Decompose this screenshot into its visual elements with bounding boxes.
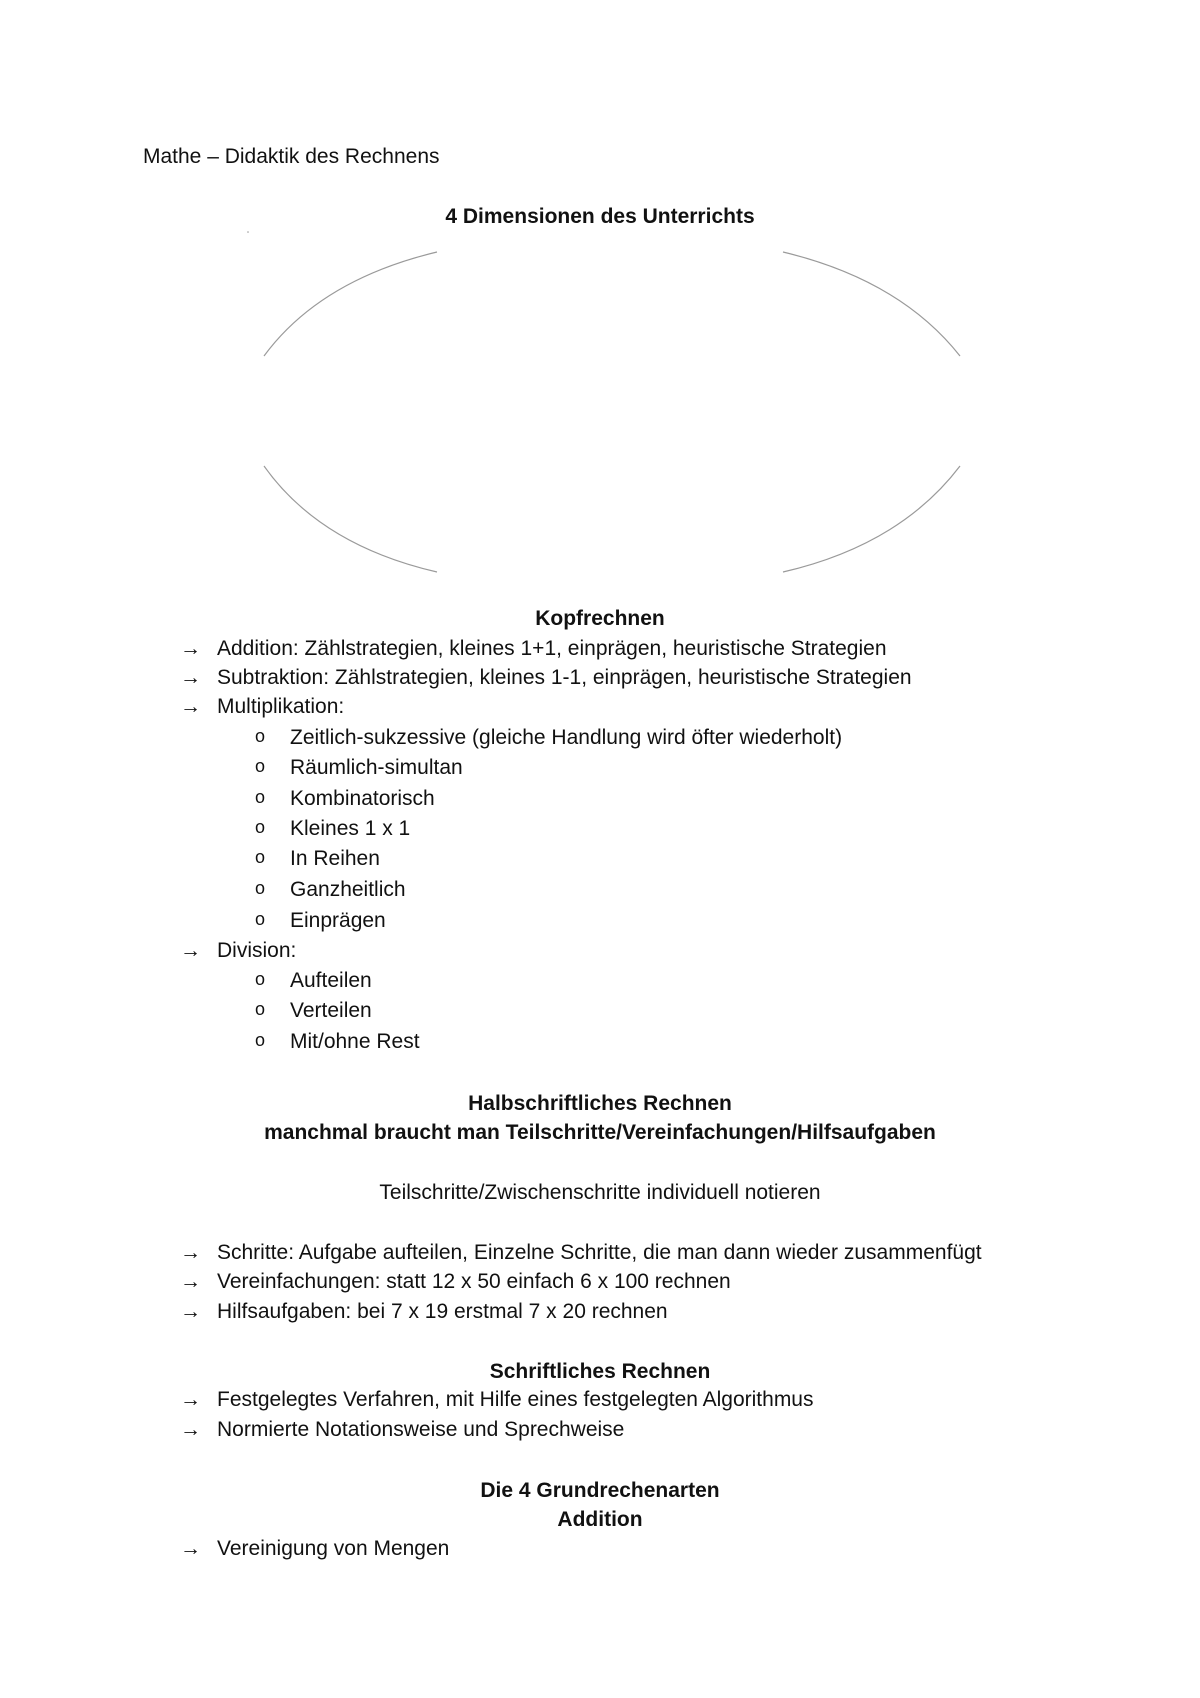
arrow-icon: → bbox=[180, 1388, 201, 1411]
circle-bullet-icon: o bbox=[255, 726, 266, 746]
halbschriftlich-subheading: manchmal braucht man Teilschritte/Vereinfachungen/Hilfsaufgaben bbox=[264, 1121, 936, 1144]
circle-bullet-icon: o bbox=[255, 909, 266, 929]
sub-list-item-text: Kombinatorisch bbox=[290, 787, 435, 810]
circle-bullet-icon: o bbox=[255, 969, 266, 989]
cycle-arc-bottom-right bbox=[783, 466, 960, 572]
circle-bullet-icon: o bbox=[255, 999, 266, 1019]
list-item-text: Addition: Zählstrategien, kleines 1+1, einprägen, heuristische Strategien bbox=[217, 637, 887, 660]
sub-list-item-text: Kleines 1 x 1 bbox=[290, 817, 411, 840]
sub-list-item-text: Einprägen bbox=[290, 909, 386, 932]
cycle-arc-top-left bbox=[264, 252, 437, 356]
list-item-text: Festgelegtes Verfahren, mit Hilfe eines festgelegten Algorithmus bbox=[217, 1388, 814, 1411]
arrow-icon: → bbox=[180, 666, 201, 689]
sub-list-item-text: Räumlich-simultan bbox=[290, 756, 463, 779]
grundrechenarten-subheading: Addition bbox=[557, 1508, 643, 1531]
kopfrechnen-heading: Kopfrechnen bbox=[535, 607, 665, 630]
circle-bullet-icon: o bbox=[255, 1030, 266, 1050]
schriftlich-heading: Schriftliches Rechnen bbox=[489, 1360, 711, 1383]
arrow-icon: → bbox=[180, 695, 201, 718]
arrow-icon: → bbox=[180, 637, 201, 660]
cycle-arc-bottom-left bbox=[264, 466, 437, 572]
arrow-icon: → bbox=[180, 939, 201, 962]
circle-bullet-icon: o bbox=[255, 847, 266, 867]
circle-bullet-icon: o bbox=[255, 756, 266, 776]
document-title: Mathe – Didaktik des Rechnens bbox=[143, 145, 440, 168]
sub-list-item-text: In Reihen bbox=[290, 847, 380, 870]
cycle-arc-top-right bbox=[783, 252, 960, 356]
list-item-text: Vereinigung von Mengen bbox=[217, 1537, 450, 1560]
arrow-icon: → bbox=[180, 1270, 201, 1293]
arrow-icon: → bbox=[180, 1300, 201, 1323]
circle-bullet-icon: o bbox=[255, 878, 266, 898]
sub-list-item-text: Zeitlich-sukzessive (gleiche Handlung wird öfter wiederholt) bbox=[290, 726, 843, 749]
list-item-text: Schritte: Aufgabe aufteilen, Einzelne Schritte, die man dann wieder zusammenfügt bbox=[217, 1241, 982, 1264]
list-item-text: Subtraktion: Zählstrategien, kleines 1-1, einprägen, heuristische Strategien bbox=[217, 666, 912, 689]
list-item-text: Normierte Notationsweise und Sprechweise bbox=[217, 1418, 625, 1441]
list-item-text: Hilfsaufgaben: bei 7 x 19 erstmal 7 x 20 rechnen bbox=[217, 1300, 668, 1323]
halbschriftlich-note: Teilschritte/Zwischenschritte individuell notieren bbox=[379, 1181, 821, 1204]
sub-list-item-text: Verteilen bbox=[290, 999, 372, 1022]
circle-bullet-icon: o bbox=[255, 817, 266, 837]
sub-list-item-text: Aufteilen bbox=[290, 969, 372, 992]
arrow-icon: → bbox=[180, 1418, 201, 1441]
stray-dot bbox=[247, 231, 249, 233]
sub-list-item-text: Ganzheitlich bbox=[290, 878, 406, 901]
arrow-icon: → bbox=[180, 1241, 201, 1264]
arrow-icon: → bbox=[180, 1537, 201, 1560]
circle-bullet-icon: o bbox=[255, 787, 266, 807]
grundrechenarten-heading: Die 4 Grundrechenarten bbox=[480, 1479, 720, 1502]
dimensions-heading: 4 Dimensionen des Unterrichts bbox=[445, 205, 755, 228]
list-item-text: Vereinfachungen: statt 12 x 50 einfach 6 x 100 rechnen bbox=[217, 1270, 731, 1293]
halbschriftlich-heading: Halbschriftliches Rechnen bbox=[468, 1092, 732, 1115]
list-item-text: Division: bbox=[217, 939, 297, 962]
list-item-text: Multiplikation: bbox=[217, 695, 345, 718]
sub-list-item-text: Mit/ohne Rest bbox=[290, 1030, 420, 1053]
